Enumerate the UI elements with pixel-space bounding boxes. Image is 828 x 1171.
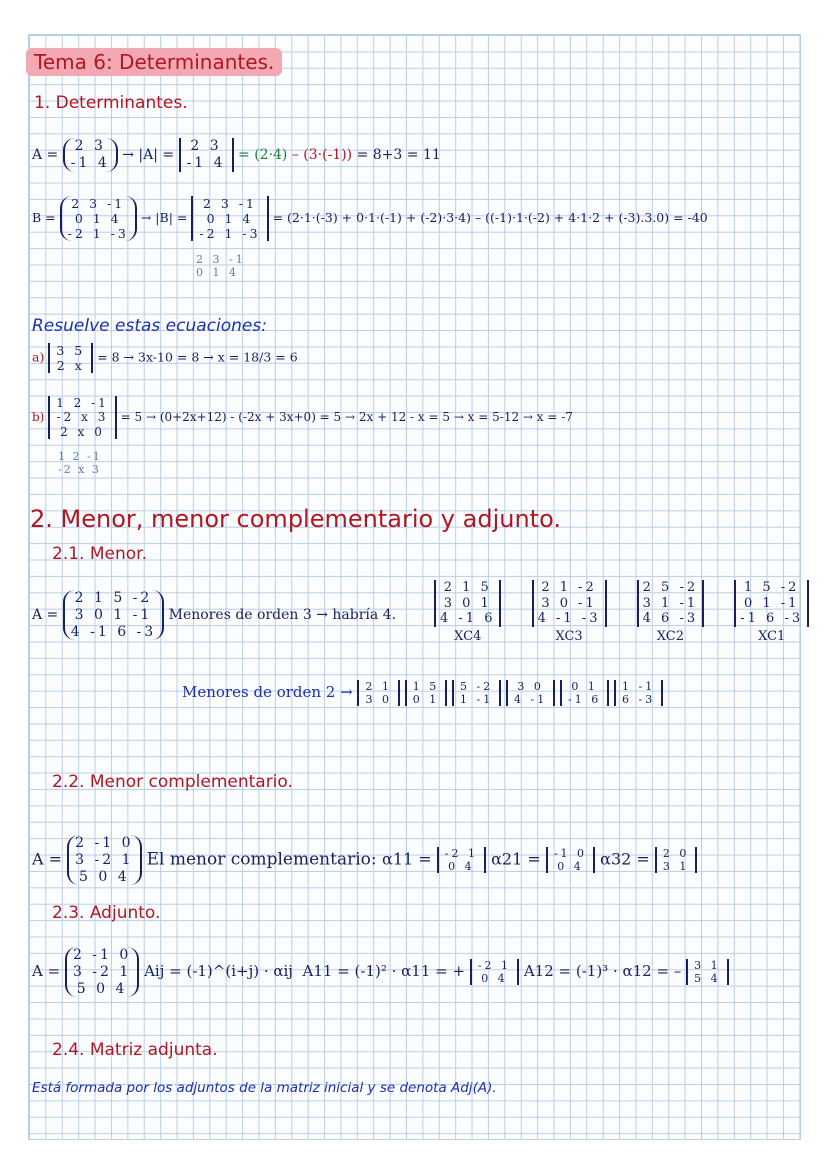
adj-row: 3 1 (694, 959, 721, 973)
minor3-row: 2 5 -2 (642, 580, 699, 595)
s22-lhs: A = (32, 849, 68, 869)
s2-mat-row: 2 1 5 -2 (74, 590, 153, 606)
minor2-row: 1 -1 (460, 693, 494, 707)
matriz-adjunta-text: Está formada por los adjuntos de la matriz inicial y se denota Adj(A). (32, 1080, 497, 1096)
eq-b (32, 396, 573, 439)
resuelve-heading: Resuelve estas ecuaciones: (32, 316, 267, 336)
matB-row: 2 3 -1 (71, 196, 126, 211)
minor3-label: XC2 (656, 628, 684, 644)
minor2 (405, 680, 448, 706)
eq-b-label: b) (32, 410, 45, 425)
minor3-row: 4 -1 6 (440, 611, 496, 627)
eq-a-row: 3 5 (56, 343, 86, 358)
adjunto-a12: A12 = (-1)³ · α12 = – (523, 962, 687, 981)
detB-row: 0 1 4 (206, 211, 254, 226)
eq-a-det (48, 343, 93, 373)
alpha32-det (655, 847, 698, 873)
alpha-row: 2 0 (662, 847, 690, 861)
minor2 (506, 680, 555, 706)
alpha-row: -2 1 (444, 847, 478, 861)
eqA-lhs: A = (32, 146, 63, 163)
s23-mat-row: 5 0 4 (76, 980, 128, 997)
matrix-A (63, 138, 118, 172)
minor2-row: 2 1 (365, 680, 392, 693)
title-text: Tema 6: Determinantes. (26, 48, 282, 76)
matB-row: 0 1 4 (74, 211, 122, 226)
eq-a-label: a) (32, 349, 45, 365)
menor-complementario-row (32, 835, 697, 885)
s2-mat-row: 3 0 1 -1 (74, 606, 153, 623)
adjunto-formula: Aij = (-1)^(i+j) · αij (144, 962, 293, 981)
minor3-label: XC4 (454, 628, 482, 644)
alpha32: α32 = (600, 849, 655, 869)
s23-mat-row: 2 -1 0 (72, 947, 132, 963)
minor2 (614, 680, 663, 706)
minor3-row: 3 1 -1 (642, 595, 699, 611)
alpha-row: -1 0 (553, 847, 588, 861)
detB-row: -2 1 -3 (199, 226, 261, 241)
eqA-rhs-result: = 8+3 = 11 (352, 146, 441, 163)
adj-row: 5 4 (694, 972, 721, 986)
minor2-row: 3 0 (365, 693, 392, 707)
eq-b-extra-row: -2 x 3 (58, 463, 101, 477)
minor2-row: 5 -2 (460, 680, 494, 693)
minor3-box (532, 580, 607, 627)
section-2-1-heading: 2.1. Menor. (52, 544, 147, 564)
minor2-row: 3 0 (517, 680, 544, 693)
eqA-mid: → |A| = (122, 146, 179, 163)
minor3-row: 2 1 -2 (541, 580, 597, 595)
section-2-4-heading: 2.4. Matriz adjunta. (52, 1040, 218, 1060)
alpha21: α21 = (491, 849, 546, 869)
s22-matrix (67, 835, 141, 885)
alpha11: α11 = (382, 849, 437, 869)
orden3-text: Menores de orden 3 → habría 4. (168, 607, 397, 624)
s2-lhs: A = (32, 607, 63, 624)
adj-row: -2 1 (477, 959, 512, 973)
minor2-row: 1 -1 (622, 680, 656, 693)
s23-matrix (65, 947, 139, 997)
detA-row: 2 3 (190, 138, 222, 154)
minor3-xc4 (428, 580, 507, 644)
eqB-lhs: B = (32, 210, 60, 225)
adjunto-a11: A11 = (-1)² · α11 = + (302, 962, 470, 981)
minor3-box (434, 580, 501, 627)
eq-det-B (32, 196, 708, 241)
minors-order2 (182, 680, 663, 706)
minor3-row: 0 1 -1 (743, 595, 800, 611)
eqB-mid: → |B| = (140, 210, 192, 225)
s23-lhs: A = (32, 962, 65, 981)
minor3-row: 4 -1 -3 (537, 611, 601, 627)
minor2-row: 4 -1 (514, 693, 548, 707)
eq-det-A (32, 138, 441, 172)
minor3-xc3 (526, 580, 613, 644)
s22-mat-row: 5 0 4 (79, 868, 130, 885)
eqA-rhs-red: – (3·(-1)) (287, 146, 353, 163)
matA-row: 2 3 (74, 138, 106, 154)
det-A (179, 138, 234, 172)
matrix-B (60, 196, 137, 241)
a12-det (686, 959, 729, 985)
eq-b-row: -2 x 3 (56, 410, 109, 425)
adjunto-row (32, 947, 729, 997)
minor3-label: XC3 (555, 628, 583, 644)
alpha-row: 3 1 (662, 860, 690, 874)
sarrus-extra-rows (196, 253, 246, 279)
minor2-row: 0 1 (412, 693, 440, 707)
s22-mat-row: 3 -2 1 (75, 851, 134, 868)
s22-text: El menor complementario: (146, 849, 383, 870)
section-2-3-heading: 2.3. Adjunto. (52, 903, 161, 923)
section-2-2-heading: 2.2. Menor complementario. (52, 772, 293, 792)
detB-row: 2 3 -1 (202, 196, 257, 211)
eq-b-det (48, 396, 117, 439)
minor3-label: XC1 (758, 628, 786, 644)
minor2-row: 1 5 (412, 680, 440, 693)
eqA-rhs-green: = (2·4) (238, 146, 288, 163)
matA-row: -1 4 (70, 154, 110, 171)
minor3-row: 1 5 -2 (743, 580, 800, 595)
alpha-row: 0 4 (557, 860, 584, 874)
s2-mat-row: 4 -1 6 -3 (70, 623, 157, 640)
eqB-rhs: = (2·1·(-3) + 0·1·(-1) + (-2)·3·4) – ((-1)·1·(-2) + 4·1·2 + (-3).3.0) = -40 (272, 210, 708, 225)
eq-b-rhs: = 5 → (0+2x+12) - (-2x + 3x+0) = 5 → 2x + 12 - x = 5 → x = 5-12 → x = -7 (120, 410, 573, 425)
s22-mat-row: 2 -1 0 (75, 835, 134, 851)
detA-row: -1 4 (186, 154, 226, 171)
eq-a-rhs: = 8 → 3x-10 = 8 → x = 18/3 = 6 (97, 349, 298, 365)
minor3-row: -1 6 -3 (740, 611, 804, 627)
matB-row: -2 1 -3 (67, 226, 129, 241)
section-1-heading: 1. Determinantes. (34, 93, 188, 113)
minor3-row: 4 6 -3 (642, 611, 699, 627)
minor3-row: 3 0 -1 (541, 595, 597, 611)
minors-order3 (428, 580, 815, 644)
eq-a (32, 343, 298, 373)
minor2 (560, 680, 609, 706)
section-2-heading: 2. Menor, menor complementario y adjunto. (30, 505, 561, 533)
menor-row (32, 590, 396, 640)
minor2-row: 6 -3 (622, 693, 656, 707)
eq-b-extra-row: 1 2 -1 (58, 450, 102, 463)
alpha11-det (437, 847, 486, 873)
alpha21-det (546, 847, 595, 873)
orden2-text: Menores de orden 2 → (182, 683, 358, 702)
eq-b-row: 2 x 0 (60, 424, 105, 439)
s23-mat-row: 3 -2 1 (72, 963, 132, 980)
minor2 (357, 680, 400, 706)
alpha-row: 0 4 (448, 860, 475, 874)
minor3-box (734, 580, 809, 627)
minor2 (452, 680, 501, 706)
sarrus-row: 0 1 4 (196, 266, 239, 280)
minor3-xc1 (728, 580, 815, 644)
matrix-A-3x4 (63, 590, 164, 640)
det-B (191, 196, 268, 241)
eq-b-extra-rows (58, 450, 102, 476)
a11-det (470, 959, 519, 985)
minor2-row: -1 6 (568, 693, 602, 707)
eq-a-row: 2 x (56, 358, 85, 373)
page-title (26, 50, 282, 74)
sarrus-row: 2 3 -1 (196, 253, 246, 266)
minor3-row: 2 1 5 (443, 580, 492, 595)
adj-row: 0 4 (481, 972, 508, 986)
minor2-row: 0 1 (571, 680, 598, 693)
minor3-row: 3 0 1 (443, 595, 492, 611)
minor3-box (637, 580, 704, 627)
minor3-xc2 (631, 580, 710, 644)
eq-b-row: 1 2 -1 (56, 396, 109, 410)
